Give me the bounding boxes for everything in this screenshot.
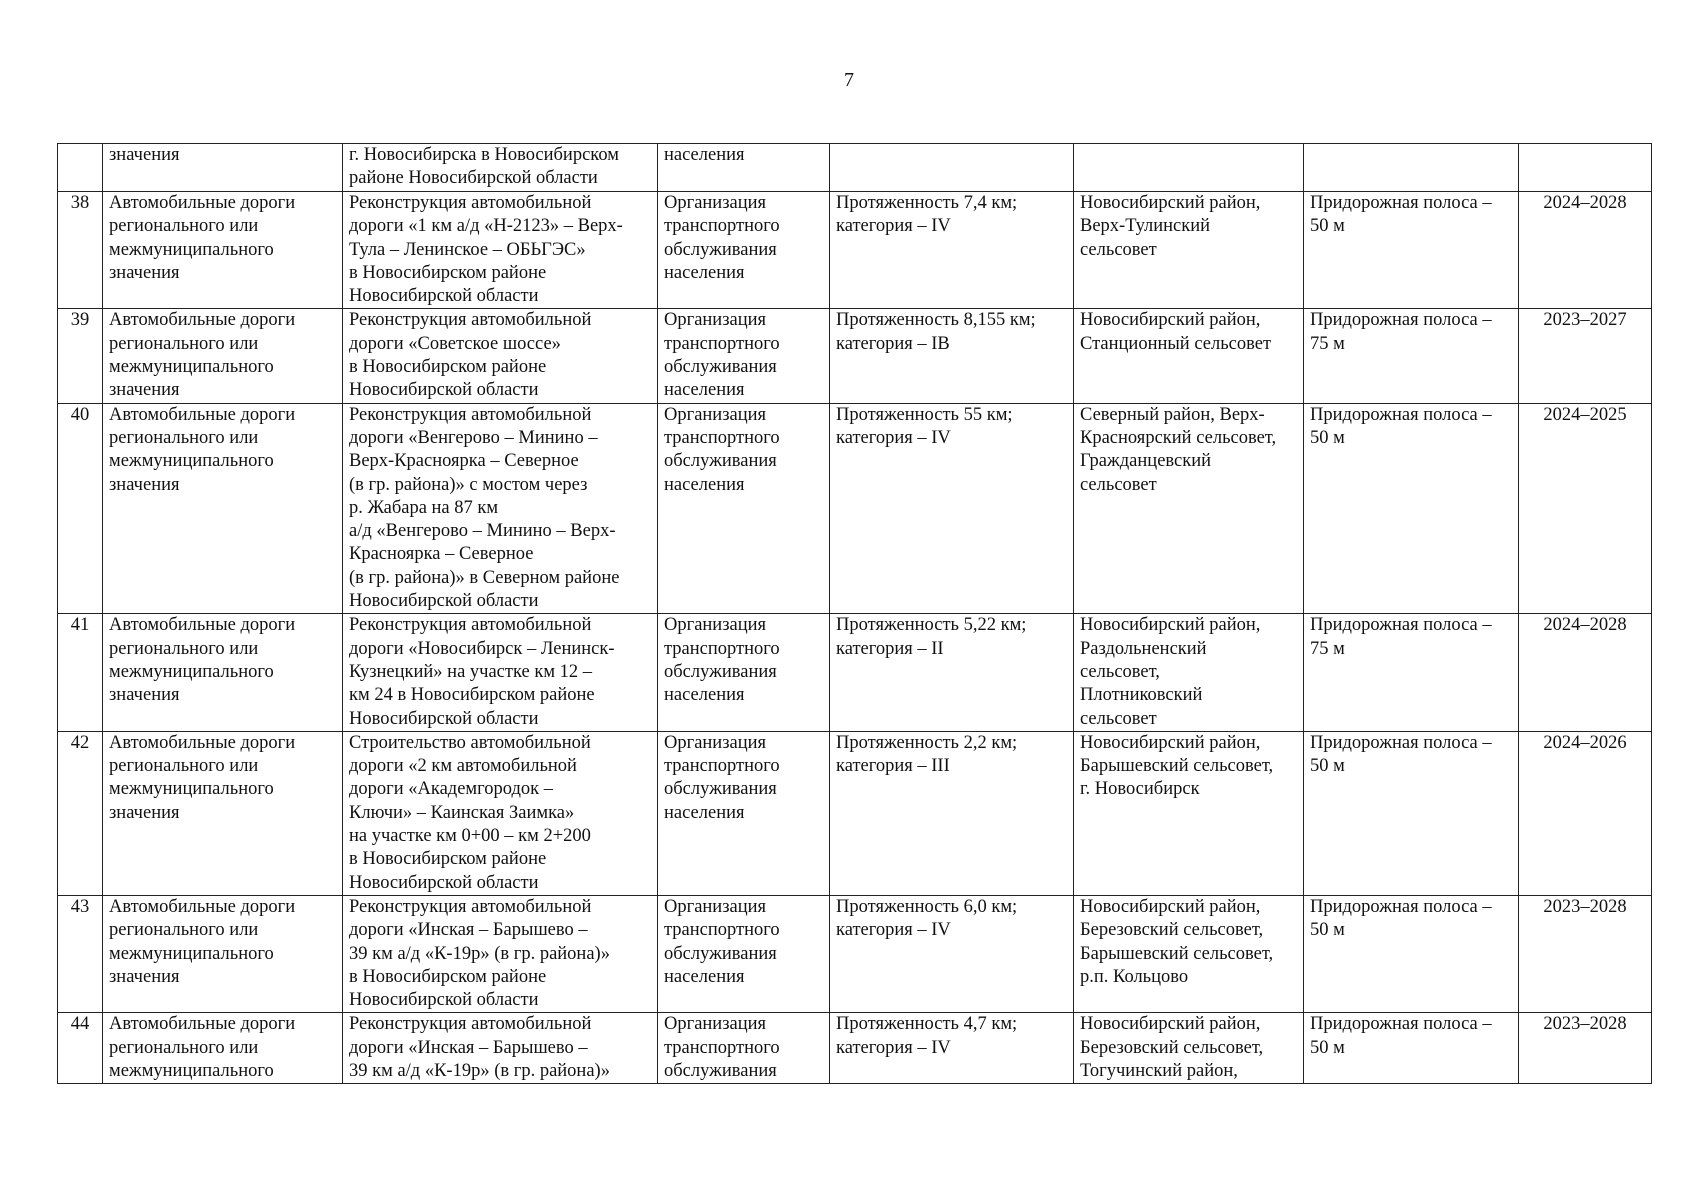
page-number: 7 — [844, 69, 854, 91]
row-number — [58, 895, 103, 1012]
cell-line: Плотниковский — [1080, 685, 1203, 706]
cell-line: 39 км а/д «К-19р» (в гр. района)» — [349, 1060, 610, 1081]
cell-line: 38 — [70, 193, 90, 213]
cell-line: регионального или — [109, 920, 259, 941]
cell-line: Протяженность 55 км; — [836, 404, 1013, 425]
cell-line: а/д «Венгерово – Минино – Верх- — [349, 521, 616, 542]
location-cell — [1074, 731, 1304, 895]
cell-line: 2024–2028 — [1543, 615, 1627, 636]
period-cell — [1519, 309, 1652, 403]
cell-line: значения — [109, 380, 180, 401]
cell-line: 2023–2028 — [1543, 1014, 1627, 1035]
cell-line: Придорожная полоса – — [1310, 896, 1492, 917]
cell-line: сельсовет — [1080, 708, 1157, 729]
object-type-cell — [103, 403, 343, 614]
cell-line: 75 м — [1310, 333, 1345, 354]
characteristics-cell — [830, 614, 1074, 731]
cell-line: Придорожная полоса – — [1310, 615, 1492, 636]
cell-line: Придорожная полоса – — [1310, 1014, 1492, 1035]
cell-line: Барышевский сельсовет, — [1080, 943, 1274, 964]
cell-line: населения — [664, 380, 745, 401]
cell-line: транспортного — [664, 333, 780, 354]
cell-line: населения — [664, 145, 745, 165]
zone-cell — [1304, 403, 1519, 614]
cell-line: 43 — [70, 896, 90, 917]
cell-line: межмуниципального — [109, 661, 274, 682]
object-type-cell — [103, 1013, 343, 1084]
cell-line: сельсовет — [1080, 474, 1157, 495]
cell-line: Придорожная полоса – — [1310, 193, 1492, 213]
characteristics-cell — [830, 309, 1074, 403]
cell-line: в Новосибирском районе — [349, 966, 547, 987]
cell-line: Протяженность 6,0 км; — [836, 896, 1018, 917]
cell-line: в Новосибирском районе — [349, 262, 547, 283]
zone-cell — [1304, 192, 1519, 309]
period-cell — [1519, 731, 1652, 895]
cell-line: Автомобильные дороги — [109, 310, 296, 331]
object-type-cell — [103, 895, 343, 1012]
cell-line: 39 км а/д «К-19р» (в гр. района)» — [349, 943, 610, 964]
cell-line: г. Новосибирска в Новосибирском — [349, 145, 619, 165]
zone-cell — [1304, 1013, 1519, 1084]
cell-line: Верх-Тулинский — [1080, 216, 1211, 237]
cell-line: Новосибирский район, — [1080, 193, 1261, 213]
cell-line: на участке км 0+00 – км 2+200 — [349, 826, 591, 847]
period-cell — [1519, 403, 1652, 614]
row-number — [58, 1013, 103, 1084]
cell-line: 39 — [70, 310, 90, 331]
cell-line: межмуниципального — [109, 943, 274, 964]
cell-line: значения — [109, 145, 180, 165]
object-name-cell — [343, 192, 658, 309]
cell-line: населения — [664, 685, 745, 706]
cell-line: категория – IV — [836, 427, 951, 448]
characteristics-cell — [830, 895, 1074, 1012]
cell-line: обслуживания — [664, 451, 777, 472]
cell-line: р.п. Кольцово — [1080, 966, 1189, 987]
cell-line: Реконструкция автомобильной — [349, 310, 592, 331]
table-row — [58, 614, 1652, 731]
cell-line: дороги «Новосибирск – Ленинск- — [349, 638, 615, 659]
cell-line: км 24 в Новосибирском районе — [349, 685, 595, 706]
purpose-cell — [658, 614, 830, 731]
cell-line: Красноярка – Северное — [349, 544, 534, 565]
cell-line: Барышевский сельсовет, — [1080, 756, 1274, 777]
cell-line: Реконструкция автомобильной — [349, 193, 592, 213]
cell-line: обслуживания — [664, 1060, 777, 1081]
cell-line: г. Новосибирск — [1080, 779, 1200, 800]
cell-line: в Новосибирском районе — [349, 357, 547, 378]
cell-line: регионального или — [109, 427, 259, 448]
cell-line: 2024–2028 — [1543, 193, 1627, 213]
cell-line: межмуниципального — [109, 357, 274, 378]
cell-line: 41 — [70, 615, 90, 636]
cell-line: межмуниципального — [109, 779, 274, 800]
row-number — [58, 731, 103, 895]
purpose-cell — [658, 895, 830, 1012]
cell-line: транспортного — [664, 920, 780, 941]
cell-line: 44 — [70, 1014, 90, 1035]
cell-line: обслуживания — [664, 661, 777, 682]
cell-line: категория – IV — [836, 216, 951, 237]
cell-line: Протяженность 5,22 км; — [836, 615, 1027, 636]
object-type-cell — [103, 192, 343, 309]
row-number — [58, 309, 103, 403]
characteristics-cell — [830, 1013, 1074, 1084]
cell-line: транспортного — [664, 216, 780, 237]
cell-line: 50 м — [1310, 216, 1345, 237]
object-type-cell — [103, 614, 343, 731]
object-name-cell — [343, 403, 658, 614]
cell-line: Гражданцевский — [1080, 451, 1212, 472]
cell-line: р. Жабара на 87 км — [349, 497, 499, 518]
cell-line: Организация — [664, 896, 767, 917]
cell-line: дороги «Академгородок – — [349, 779, 554, 800]
purpose-cell — [658, 309, 830, 403]
cell-line: Придорожная полоса – — [1310, 404, 1492, 425]
characteristics-cell — [830, 192, 1074, 309]
cell-line: Станционный сельсовет — [1080, 333, 1272, 354]
row-number — [58, 192, 103, 309]
cell-line: Новосибирской области — [349, 990, 539, 1011]
location-cell — [1074, 895, 1304, 1012]
cell-line: дороги «Венгерово – Минино – — [349, 427, 598, 448]
period-cell — [1519, 192, 1652, 309]
cell-line: Организация — [664, 615, 767, 636]
object-type-cell — [103, 309, 343, 403]
cell-line: 42 — [70, 732, 90, 753]
cell-line: транспортного — [664, 756, 780, 777]
cell-line: Автомобильные дороги — [109, 1014, 296, 1035]
cell-line: категория – IB — [836, 333, 950, 354]
cell-line: Автомобильные дороги — [109, 732, 296, 753]
object-name-cell — [343, 731, 658, 895]
cell-line: Придорожная полоса – — [1310, 732, 1492, 753]
characteristics-cell — [830, 144, 1074, 192]
purpose-cell — [658, 403, 830, 614]
cell-line: Автомобильные дороги — [109, 896, 296, 917]
cell-line: Тогучинский район, — [1080, 1060, 1238, 1081]
zone-cell — [1304, 895, 1519, 1012]
cell-line: Реконструкция автомобильной — [349, 896, 592, 917]
cell-line: Придорожная полоса – — [1310, 310, 1492, 331]
cell-line: Реконструкция автомобильной — [349, 615, 592, 636]
characteristics-cell — [830, 731, 1074, 895]
objects-table — [57, 143, 1652, 1084]
location-cell — [1074, 192, 1304, 309]
cell-line: Протяженность 8,155 км; — [836, 310, 1036, 331]
cell-line: Ключи» – Каинская Заимка» — [349, 802, 575, 823]
cell-line: значения — [109, 474, 180, 495]
zone-cell — [1304, 309, 1519, 403]
cell-line: регионального или — [109, 638, 259, 659]
cell-line: 50 м — [1310, 756, 1345, 777]
cell-line: Автомобильные дороги — [109, 615, 296, 636]
cell-line: Новосибирской области — [349, 591, 539, 612]
characteristics-cell — [830, 403, 1074, 614]
cell-line: дороги «1 км а/д «Н-2123» – Верх- — [349, 216, 623, 237]
cell-line: регионального или — [109, 216, 259, 237]
table-row — [58, 895, 1652, 1012]
zone-cell — [1304, 614, 1519, 731]
cell-line: обслуживания — [664, 779, 777, 800]
row-number — [58, 614, 103, 731]
object-type-cell — [103, 731, 343, 895]
cell-line: 50 м — [1310, 1037, 1345, 1058]
purpose-cell — [658, 1013, 830, 1084]
cell-line: Новосибирской области — [349, 380, 539, 401]
cell-line: Автомобильные дороги — [109, 404, 296, 425]
cell-line: дороги «2 км автомобильной — [349, 756, 577, 777]
cell-line: Протяженность 4,7 км; — [836, 1014, 1018, 1035]
cell-line: транспортного — [664, 427, 780, 448]
cell-line: категория – IV — [836, 1037, 951, 1058]
row-number — [58, 403, 103, 614]
cell-line: межмуниципального — [109, 451, 274, 472]
location-cell — [1074, 1013, 1304, 1084]
zone-cell — [1304, 144, 1519, 192]
cell-line: Новосибирской области — [349, 286, 539, 307]
cell-line: значения — [109, 802, 180, 823]
purpose-cell — [658, 144, 830, 192]
cell-line: Организация — [664, 404, 767, 425]
cell-line: Протяженность 2,2 км; — [836, 732, 1018, 753]
cell-line: населения — [664, 966, 745, 987]
cell-line: Автомобильные дороги — [109, 193, 296, 213]
object-type-cell — [103, 144, 343, 192]
purpose-cell — [658, 192, 830, 309]
cell-line: межмуниципального — [109, 1060, 274, 1081]
cell-line: обслуживания — [664, 357, 777, 378]
cell-line: Кузнецкий» на участке км 12 – — [349, 661, 593, 682]
cell-line: районе Новосибирской области — [349, 168, 598, 189]
cell-line: Новосибирской области — [349, 708, 539, 729]
cell-line: обслуживания — [664, 943, 777, 964]
cell-line: категория – III — [836, 756, 950, 777]
cell-line: транспортного — [664, 638, 780, 659]
location-cell — [1074, 309, 1304, 403]
cell-line: Новосибирский район, — [1080, 1014, 1261, 1035]
object-name-cell — [343, 1013, 658, 1084]
cell-line: дороги «Инская – Барышево – — [349, 1037, 588, 1058]
cell-line: 50 м — [1310, 427, 1345, 448]
cell-line: Верх-Красноярка – Северное — [349, 451, 579, 472]
cell-line: населения — [664, 802, 745, 823]
zone-cell — [1304, 731, 1519, 895]
cell-line: 2024–2026 — [1543, 732, 1627, 753]
cell-line: Новосибирский район, — [1080, 732, 1261, 753]
table-row — [58, 309, 1652, 403]
cell-line: категория – II — [836, 638, 944, 659]
cell-line: Новосибирский район, — [1080, 896, 1261, 917]
cell-line: регионального или — [109, 756, 259, 777]
location-cell — [1074, 144, 1304, 192]
cell-line: Организация — [664, 193, 767, 213]
cell-line: Строительство автомобильной — [349, 732, 591, 753]
table-row — [58, 192, 1652, 309]
period-cell — [1519, 895, 1652, 1012]
cell-line: 40 — [70, 404, 90, 425]
period-cell — [1519, 1013, 1652, 1084]
cell-line: 2023–2028 — [1543, 896, 1627, 917]
object-name-cell — [343, 614, 658, 731]
cell-line: Новосибирский район, — [1080, 615, 1261, 636]
table-body — [58, 144, 1652, 1084]
cell-line: Организация — [664, 1014, 767, 1035]
cell-line: транспортного — [664, 1037, 780, 1058]
table-row — [58, 403, 1652, 614]
object-name-cell — [343, 309, 658, 403]
cell-line: в Новосибирском районе — [349, 849, 547, 870]
cell-line: Протяженность 7,4 км; — [836, 193, 1018, 213]
cell-line: Реконструкция автомобильной — [349, 1014, 592, 1035]
purpose-cell — [658, 731, 830, 895]
cell-line: сельсовет, — [1080, 661, 1160, 682]
cell-line: 2023–2027 — [1543, 310, 1627, 331]
object-name-cell — [343, 144, 658, 192]
cell-line: значения — [109, 966, 180, 987]
cell-line: (в гр. района)» с мостом через — [349, 474, 588, 495]
table-row — [58, 1013, 1652, 1084]
cell-line: 50 м — [1310, 920, 1345, 941]
table-row — [58, 731, 1652, 895]
cell-line: Новосибирский район, — [1080, 310, 1261, 331]
cell-line: регионального или — [109, 333, 259, 354]
cell-line: (в гр. района)» в Северном районе — [349, 567, 620, 588]
cell-line: Раздольненский — [1080, 638, 1207, 659]
cell-line: Северный район, Верх- — [1080, 404, 1265, 425]
cell-line: Организация — [664, 310, 767, 331]
cell-line: Березовский сельсовет, — [1080, 920, 1264, 941]
cell-line: Организация — [664, 732, 767, 753]
cell-line: регионального или — [109, 1037, 259, 1058]
location-cell — [1074, 614, 1304, 731]
cell-line: дороги «Советское шоссе» — [349, 333, 561, 354]
cell-line: дороги «Инская – Барышево – — [349, 920, 588, 941]
cell-line: обслуживания — [664, 239, 777, 260]
cell-line: Тула – Ленинское – ОБЬГЭС» — [349, 239, 586, 260]
cell-line: Березовский сельсовет, — [1080, 1037, 1264, 1058]
cell-line: Красноярский сельсовет, — [1080, 427, 1277, 448]
object-name-cell — [343, 895, 658, 1012]
cell-line: населения — [664, 262, 745, 283]
location-cell — [1074, 403, 1304, 614]
row-number — [58, 144, 103, 192]
cell-line: 75 м — [1310, 638, 1345, 659]
period-cell — [1519, 144, 1652, 192]
cell-line: сельсовет — [1080, 239, 1157, 260]
cell-line: межмуниципального — [109, 239, 274, 260]
cell-line: Новосибирской области — [349, 872, 539, 893]
cell-line: значения — [109, 262, 180, 283]
cell-line: Реконструкция автомобильной — [349, 404, 592, 425]
cell-line: 2024–2025 — [1543, 404, 1627, 425]
cell-line: значения — [109, 685, 180, 706]
table-row — [58, 144, 1652, 192]
cell-line: категория – IV — [836, 920, 951, 941]
period-cell — [1519, 614, 1652, 731]
cell-line: населения — [664, 474, 745, 495]
